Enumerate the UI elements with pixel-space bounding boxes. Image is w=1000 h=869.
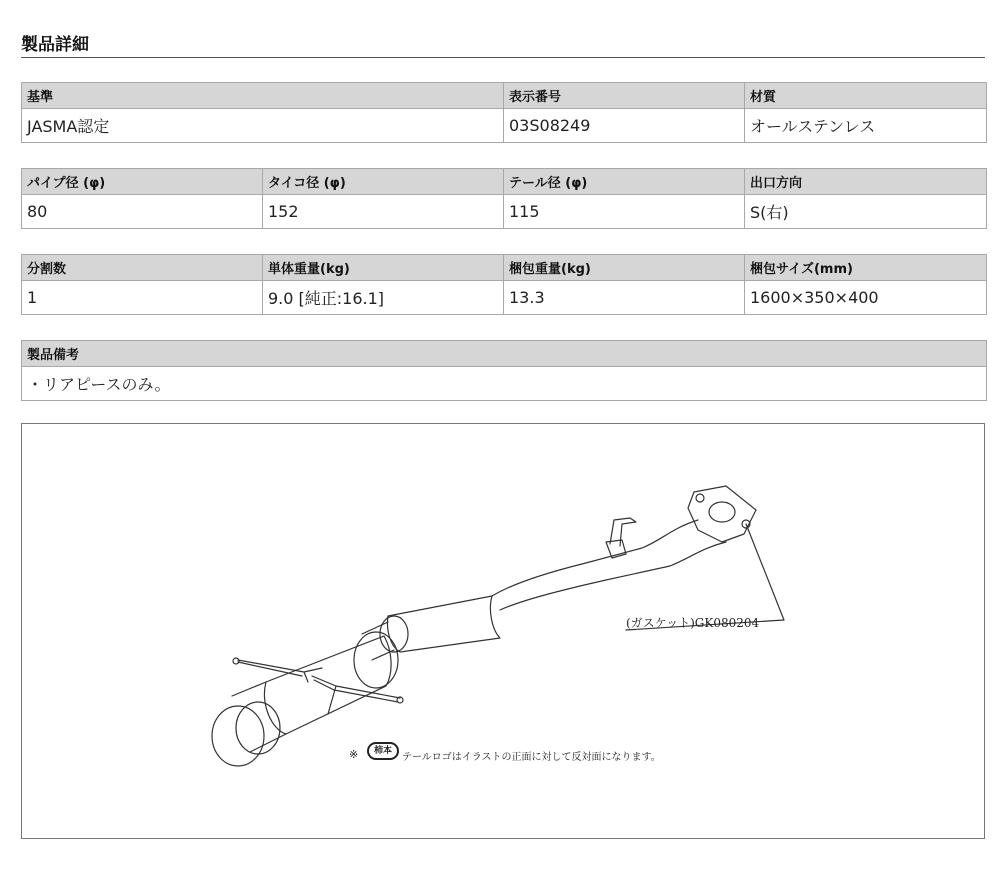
brand-logo-badge: 柿本: [367, 742, 399, 760]
header-notes: 製品備考: [22, 341, 987, 367]
page-title: 製品詳細: [21, 35, 89, 55]
header-pipe-diameter: パイプ径 (φ): [22, 169, 263, 195]
value-notes: ・リアピースのみ。: [22, 367, 987, 401]
spec-table-standard: [21, 82, 987, 143]
header-unit-weight: 単体重量(kg): [263, 255, 504, 281]
header-tail-diameter: テール径 (φ): [504, 169, 745, 195]
header-exit-direction: 出口方向: [745, 169, 987, 195]
hanger-rod-right-2: [314, 680, 398, 702]
hanger-end: [233, 658, 239, 664]
note-asterisk: ※: [349, 748, 359, 761]
hanger-rod-right: [312, 676, 400, 714]
header-split-count: 分割数: [22, 255, 263, 281]
value-split-count: 1: [22, 281, 263, 315]
hanger-rod-left-2: [238, 662, 302, 676]
value-pipe-diameter: 80: [22, 195, 263, 229]
value-unit-weight: 9.0 [純正:16.1]: [263, 281, 504, 315]
tail-logo-note: テールロゴはイラストの正面に対して反対面になります。: [402, 752, 661, 763]
header-package-weight: 梱包重量(kg): [504, 255, 745, 281]
header-material: 材質: [745, 83, 987, 109]
front-pipe: [492, 520, 698, 596]
mid-pipe: [362, 622, 394, 660]
header-package-size: 梱包サイズ(mm): [745, 255, 987, 281]
value-package-size: 1600×350×400: [745, 281, 987, 315]
value-standard: JASMA認定: [22, 109, 504, 143]
flange-bore: [709, 502, 735, 522]
muffler-body: [264, 636, 391, 734]
value-tail-diameter: 115: [504, 195, 745, 229]
header-muffler-diameter: タイコ径 (φ): [263, 169, 504, 195]
spec-table-dimensions: [21, 168, 987, 229]
tail-tip-outer: [212, 706, 264, 766]
value-package-weight: 13.3: [504, 281, 745, 315]
header-standard: 基準: [22, 83, 504, 109]
flange-hole: [696, 494, 704, 502]
value-exit-direction: S(右): [745, 195, 987, 229]
tail-tip-inner: [236, 702, 280, 754]
exhaust-illustration: [22, 424, 986, 840]
value-muffler-diameter: 152: [263, 195, 504, 229]
gasket-label: (ガスケット)GK080204: [626, 616, 760, 630]
title-divider: [21, 57, 985, 58]
spec-table-notes: [21, 340, 987, 401]
product-diagram: [21, 423, 985, 839]
value-material: オールステンレス: [745, 109, 987, 143]
resonator-body: [388, 596, 501, 652]
spec-table-weight: [21, 254, 987, 315]
value-display-number: 03S08249: [504, 109, 745, 143]
header-display-number: 表示番号: [504, 83, 745, 109]
front-pipe: [500, 542, 726, 610]
